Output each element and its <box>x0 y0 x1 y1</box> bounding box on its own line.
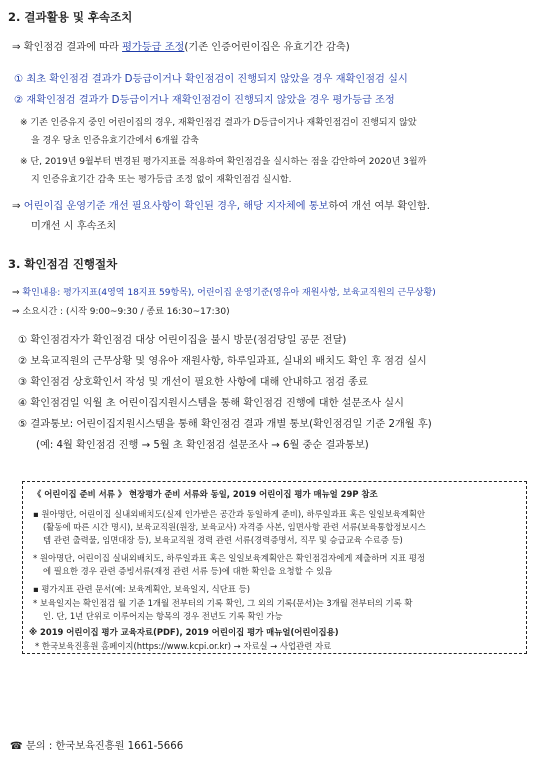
arrow-icon: ⇒ <box>12 307 20 317</box>
section-2-heading: 2. 결과활용 및 후속조치 <box>8 10 133 24</box>
doc-note-2-l1: * 보육일지는 확인점검 월 기준 1개월 전부터의 기록 확인, 그 외의 기록(문서)는 3개월 전부터의 기록 확 <box>33 598 413 608</box>
doc-site[interactable]: * 한국보육진흥원 홈페이지(https://www.kcpi.or.kr) → 자료실 → 사업관련 자료 <box>35 641 332 651</box>
followup-rest: 하여 개선 여부 확인함. <box>328 201 431 212</box>
doc-note-2-l2: 인. 단, 1년 단위로 이루어지는 항목의 경우 전년도 기록 확인 가능 <box>43 611 283 621</box>
time-required <box>12 304 230 317</box>
step-4 <box>18 394 404 409</box>
step-num: ③ <box>18 377 28 388</box>
item-text: 재확인점검 결과가 D등급이거나 재확인점검이 진행되지 않았을 경우 평가등급 조정 <box>26 95 395 106</box>
lead-post: (기존 인증어린이집은 유효기간 감축) <box>184 42 350 53</box>
step-example: (예: 4월 확인점검 진행 → 5월 초 확인점검 설문조사 → 6월 중순 결과통보) <box>36 440 369 451</box>
lead-text: 확인점검 결과에 따라 <box>23 42 123 53</box>
step-text: 결과통보: 어린이집지원시스템을 통해 확인점검 결과 개별 통보(확인점검일 기준 2개월 후) <box>30 419 432 430</box>
contact-text: 문의 : 한국보육진흥원 1661-5666 <box>25 741 184 752</box>
doc-bullet-2: ▪ 평가지표 관련 문서(예: 보육계획안, 보육일지, 식단표 등) <box>33 584 250 594</box>
step-num: ⑤ <box>18 419 28 430</box>
doc-bullet-1-l3: 템 관련 출력물, 임면대장 등), 보육교직원 경력 관련 서류(경력증명서, 직무 및 승급교육 수료증 등) <box>43 535 403 545</box>
doc-bullet-1-l1: ▪ 원아명단, 어린이집 실내외배치도(실제 인가받은 공간과 동일하게 준비), 하루일과표 혹은 일일보육계획안 <box>33 509 426 519</box>
check-content <box>12 285 436 298</box>
note-1-line-2: 을 경우 당초 인증유효기간에서 6개월 감축 <box>31 136 199 146</box>
step-num: ④ <box>18 398 28 409</box>
item-2 <box>14 91 395 106</box>
item-num: ① <box>14 74 24 85</box>
followup-blue: 어린이집 운영기준 개선 필요사항이 확인된 경우, 해당 지자체에 통보 <box>23 201 329 212</box>
step-text: 확인점검일 익월 초 어린이집지원시스템을 통해 확인점검 진행에 대한 설문조사 실시 <box>30 398 404 409</box>
doc-bullet-1-l2: (활동에 따른 시간 명시), 보육교직원(원장, 보육교사) 자격증 사본, 임면사항 관련 서류(보육통합정보시스 <box>43 522 426 532</box>
followup <box>12 197 430 212</box>
doc-note-1-l1: * 원아명단, 어린이집 실내외배치도, 하루일과표 혹은 일일보육계획안은 확인점검자에게 제출하며 지표 평정 <box>33 553 426 563</box>
doc-reference: ※ 2019 어린이집 평가 교육자료(PDF), 2019 어린이집 평가 매뉴얼(어린이집용) <box>29 627 339 637</box>
item-num: ② <box>14 95 24 106</box>
check-content-text: 확인내용: 평가지표(4영역 18지표 59항목), 어린이집 운영기준(영유아 재원사항, 보육교직원의 근무상황) <box>22 288 436 298</box>
section-3-heading: 3. 확인점검 진행절차 <box>8 257 118 271</box>
contact <box>10 737 183 752</box>
documents-box-title: 《 어린이집 준비 서류 》 현장평가 준비 서류와 동일, 2019 어린이집 평가 매뉴얼 29P 참조 <box>33 489 378 499</box>
step-num: ① <box>18 335 28 346</box>
phone-icon: ☎ <box>10 741 23 752</box>
time-text: 소요시간 : (시작 9:00~9:30 / 종료 16:30~17:30) <box>22 307 230 317</box>
step-text: 확인점검 상호확인서 작성 및 개선이 필요한 사항에 대해 안내하고 점검 종료 <box>30 377 368 388</box>
note-1-line-1: ※ 기존 인증유지 중인 어린이집의 경우, 재확인점검 결과가 D등급이거나 재확인점검이 진행되지 않았 <box>20 118 417 128</box>
arrow-icon: ⇒ <box>12 201 21 212</box>
item-1 <box>14 70 408 85</box>
arrow-icon: ⇒ <box>12 42 21 53</box>
step-text: 보육교직원의 근무상황 및 영유아 재원사항, 하루일과표, 실내외 배치도 확인 후 점검 실시 <box>30 356 427 367</box>
followup-line-2: 미개선 시 후속조치 <box>31 221 117 232</box>
step-1 <box>18 331 346 346</box>
note-2-line-2: 지 인증유효기간 감축 또는 평가등급 조정 없이 재확인점검 실시함. <box>31 175 292 185</box>
item-text: 최초 확인점검 결과가 D등급이거나 확인점검이 진행되지 않았을 경우 재확인점검 실시 <box>26 74 408 85</box>
doc-note-1-l2: 에 필요한 경우 관련 증빙서류(재정 관련 서류 등)에 대한 확인을 요청할 수 있음 <box>43 566 333 576</box>
section-2-lead <box>12 38 350 53</box>
step-num: ② <box>18 356 28 367</box>
grade-adjust-link[interactable]: 평가등급 조정 <box>122 42 185 53</box>
step-2 <box>18 352 427 367</box>
step-3 <box>18 373 368 388</box>
step-text: 확인점검자가 확인점검 대상 어린이집을 불시 방문(점검당일 공문 전달) <box>30 335 347 346</box>
step-5 <box>18 415 432 430</box>
note-2-line-1: ※ 단, 2019년 9월부터 변경된 평가지표를 적용하여 확인점검을 실시하는 점을 감안하여 2020년 3월까 <box>20 157 427 167</box>
arrow-icon: ⇒ <box>12 288 20 298</box>
